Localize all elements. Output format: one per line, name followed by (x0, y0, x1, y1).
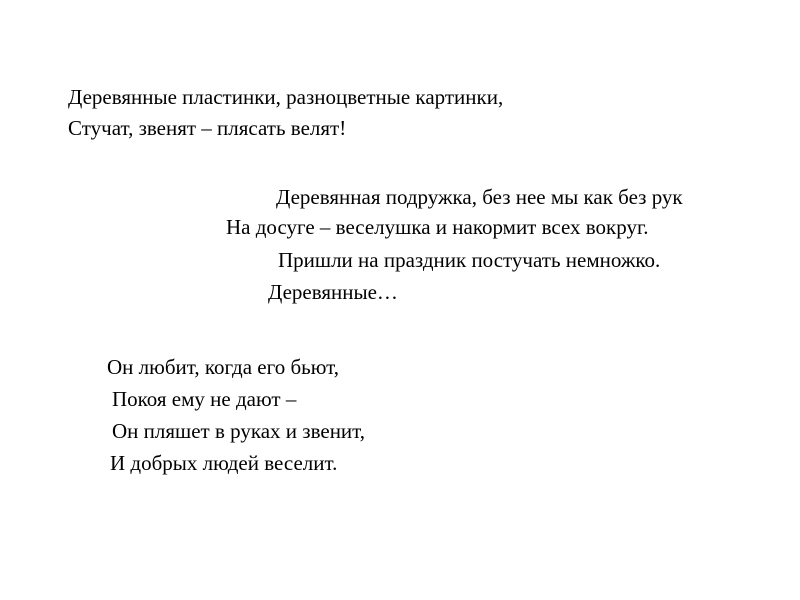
riddle-3-line-4: И добрых людей веселит. (110, 451, 338, 475)
riddle-3-line-3: Он пляшет в руках и звенит, (112, 419, 366, 443)
riddle-1-line-2: Стучат, звенят – плясать велят! (68, 116, 347, 140)
riddle-3-line-1: Он любит, когда его бьют, (107, 355, 339, 379)
riddle-2-line-3: Пришли на праздник постучать немножко. (278, 248, 661, 272)
riddle-2-line-2: На досуге – веселушка и накормит всех вокруг. (226, 215, 649, 239)
riddle-2-line-1: Деревянная подружка, без нее мы как без рук (276, 185, 683, 209)
riddle-2-line-4: Деревянные… (268, 280, 398, 304)
riddle-1-line-1: Деревянные пластинки, разноцветные картинки, (68, 85, 504, 109)
riddle-3-line-2: Покоя ему не дают – (112, 387, 297, 411)
